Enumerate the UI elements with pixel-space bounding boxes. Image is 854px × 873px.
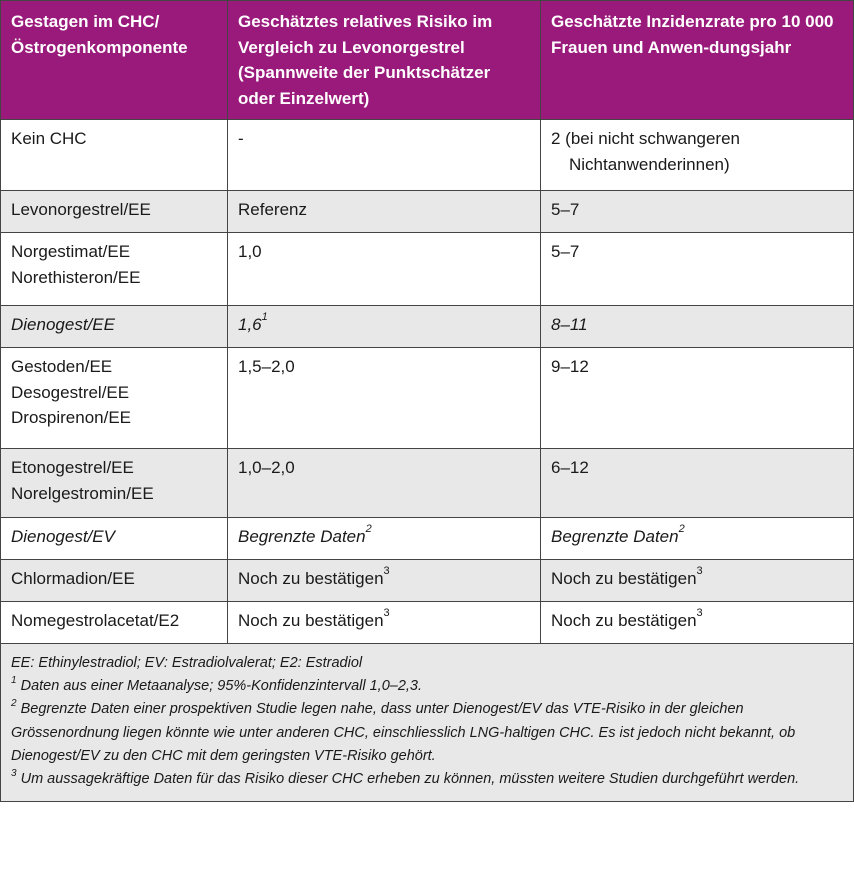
table-row — [1, 518, 854, 560]
footnote-mark: 1 — [11, 675, 17, 687]
cell-relative-risk: 1,0 — [228, 233, 541, 306]
footnotes-row — [1, 644, 854, 802]
footnote-2 — [11, 698, 843, 768]
cell-text: Noch zu bestätigen — [551, 569, 697, 588]
footnote-mark: 3 — [696, 565, 703, 577]
footnote-mark: 3 — [383, 607, 390, 619]
cell-text: Norelgestromin/EE — [11, 483, 154, 503]
table-row — [1, 233, 854, 306]
table-row — [1, 560, 854, 602]
cell-relative-risk: Referenz — [228, 191, 541, 233]
cell-incidence: 8–11 — [541, 306, 854, 348]
cell-gestagen — [1, 449, 228, 518]
cell-text: Etonogestrel/EE — [11, 458, 134, 477]
cell-text: Noch zu bestätigen — [238, 569, 384, 588]
table-row — [1, 306, 854, 348]
footnote-text: Daten aus einer Metaanalyse; 95%-Konfidenzintervall 1,0–2,3. — [20, 678, 423, 695]
footnote-mark: 2 — [678, 523, 685, 535]
footnote-3 — [11, 768, 843, 791]
footnote-mark: 3 — [383, 565, 390, 577]
table-row — [1, 191, 854, 233]
footnote-abbreviations: EE: Ethinylestradiol; EV: Estradiolvalerat; E2: Estradiol — [11, 655, 363, 671]
footnote-mark: 3 — [11, 767, 17, 779]
cell-gestagen: Dienogest/EE — [1, 306, 228, 348]
cell-text: Nichtanwenderinnen) — [569, 154, 730, 174]
cell-text: Noch zu bestätigen — [551, 611, 697, 630]
header-gestagen: Gestagen im CHC/ Östrogenkomponente — [1, 1, 228, 120]
cell-gestagen: Chlormadion/EE — [1, 560, 228, 602]
cell-relative-risk: - — [228, 120, 541, 191]
cell-gestagen: Levonorgestrel/EE — [1, 191, 228, 233]
cell-relative-risk: 1,5–2,0 — [228, 348, 541, 449]
cell-text: Begrenzte Daten — [551, 527, 679, 546]
cell-incidence: 6–12 — [541, 449, 854, 518]
cell-gestagen: Kein CHC — [1, 120, 228, 191]
footnote-text: Begrenzte Daten einer prospektiven Studie legen nahe, dass unter Dienogest/EV das VTE-Risiko in der gleichen Grössenordnung liegen könnte wie unter anderen CHC, einschliesslich LNG-haltigen CHC. Es ist jedoch nicht bekannt, ob Dienogest/EV zu den CHC mit dem geringsten VTE-Risiko gehört. — [11, 701, 796, 764]
cell-text: Norgestimat/EE — [11, 242, 131, 261]
cell-gestagen: Dienogest/EV — [1, 518, 228, 560]
cell-relative-risk — [228, 602, 541, 644]
footnote-text: Um aussagekräftige Daten für das Risiko dieser CHC erheben zu können, müssten weitere Studien durchgeführt werden. — [20, 770, 800, 787]
footnote-1 — [11, 675, 843, 698]
cell-incidence — [541, 120, 854, 191]
table-row — [1, 602, 854, 644]
cell-incidence — [541, 602, 854, 644]
header-relative-risk: Geschätztes relatives Risiko im Vergleich zu Levonorgestrel (Spannweite der Punktschätzer oder Einzelwert) — [228, 1, 541, 120]
footnote-mark: 3 — [696, 607, 703, 619]
header-incidence-rate: Geschätzte Inzidenzrate pro 10 000 Frauen und Anwen-dungsjahr — [541, 1, 854, 120]
cell-text: Drospirenon/EE — [11, 408, 132, 427]
table-row — [1, 348, 854, 449]
cell-gestagen — [1, 348, 228, 449]
table-row — [1, 449, 854, 518]
cell-relative-risk: 1,0–2,0 — [228, 449, 541, 518]
table-header-row — [1, 1, 854, 120]
cell-incidence — [541, 560, 854, 602]
cell-text: Begrenzte Daten — [238, 527, 366, 546]
cell-incidence: 9–12 — [541, 348, 854, 449]
cell-text: Gestoden/EE — [11, 357, 113, 376]
cell-relative-risk — [228, 518, 541, 560]
footnotes — [1, 644, 854, 802]
cell-incidence — [541, 518, 854, 560]
cell-gestagen: Nomegestrolacetat/E2 — [1, 602, 228, 644]
cell-gestagen — [1, 233, 228, 306]
footnote-mark: 1 — [261, 311, 268, 323]
cell-text: 2 (bei nicht schwangeren — [551, 129, 741, 148]
cell-relative-risk — [228, 560, 541, 602]
cell-text: Noch zu bestätigen — [238, 611, 384, 630]
footnote-mark: 2 — [365, 523, 372, 535]
footnote-mark: 2 — [11, 698, 17, 710]
cell-text: 1,6 — [238, 315, 262, 334]
cell-text: Desogestrel/EE — [11, 382, 130, 402]
table-row — [1, 120, 854, 191]
cell-text: Norethisteron/EE — [11, 267, 141, 287]
cell-incidence: 5–7 — [541, 191, 854, 233]
cell-incidence: 5–7 — [541, 233, 854, 306]
cell-relative-risk — [228, 306, 541, 348]
